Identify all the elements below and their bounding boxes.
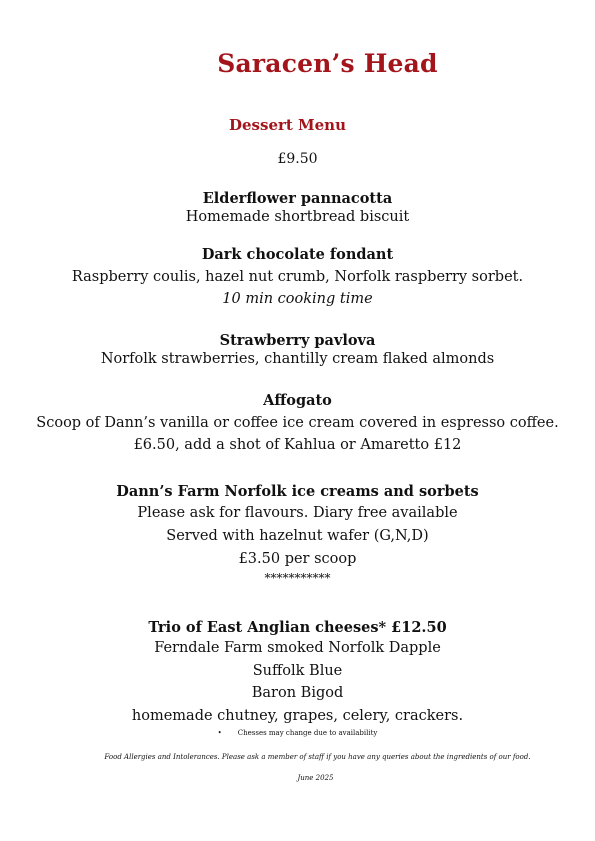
item-name-affogato: Affogato	[263, 392, 332, 409]
allergy-note: Food Allergies and Intolerances. Please ask a member of staff if you have any queries about the ingredients of our food.	[104, 753, 531, 761]
menu-title: Dessert Menu	[229, 116, 346, 134]
restaurant-name: Saracen’s Head	[217, 49, 438, 78]
item-name-pannacotta: Elderflower pannacotta	[202, 190, 393, 207]
cheese-baron-bigod: Baron Bigod	[251, 685, 344, 701]
cheese-dapple: Ferndale Farm smoked Norfolk Dapple	[154, 640, 441, 656]
item-name-fondant: Dark chocolate fondant	[201, 246, 394, 263]
item-desc-pavlova: Norfolk strawberries, chantilly cream flaked almonds	[100, 351, 495, 367]
item-price-affogato: £6.50, add a shot of Kahlua or Amaretto £12	[133, 437, 462, 453]
item-name-cheeses: Trio of East Anglian cheeses* £12.50	[148, 619, 447, 636]
cheese-accompaniments: homemade chutney, grapes, celery, crackers.	[131, 708, 464, 724]
item-name-ice-creams: Dann’s Farm Norfolk ice creams and sorbets	[116, 483, 479, 500]
cheese-availability-note	[0, 729, 595, 737]
dessert-price: £9.50	[277, 151, 318, 167]
cheese-note-text: Chesses may change due to availability	[237, 729, 378, 737]
menu-date: June 2025	[297, 774, 334, 782]
bullet-icon: •	[217, 729, 222, 737]
cheese-suffolk-blue: Suffolk Blue	[252, 663, 343, 679]
separator-stars: ***********	[264, 571, 331, 585]
item-desc-pannacotta: Homemade shortbread biscuit	[185, 209, 410, 225]
item-price-ice-creams: £3.50 per scoop	[238, 551, 357, 567]
item-desc-fondant: Raspberry coulis, hazel nut crumb, Norfolk raspberry sorbet.	[71, 269, 524, 285]
item-name-pavlova: Strawberry pavlova	[219, 332, 376, 349]
item-desc-ice-creams-flavours: Please ask for flavours. Diary free available	[137, 505, 458, 521]
item-desc-affogato: Scoop of Dann’s vanilla or coffee ice cream covered in espresso coffee.	[36, 415, 559, 431]
item-desc-ice-creams-wafer: Served with hazelnut wafer (G,N,D)	[166, 528, 429, 544]
item-note-fondant: 10 min cooking time	[222, 291, 373, 307]
